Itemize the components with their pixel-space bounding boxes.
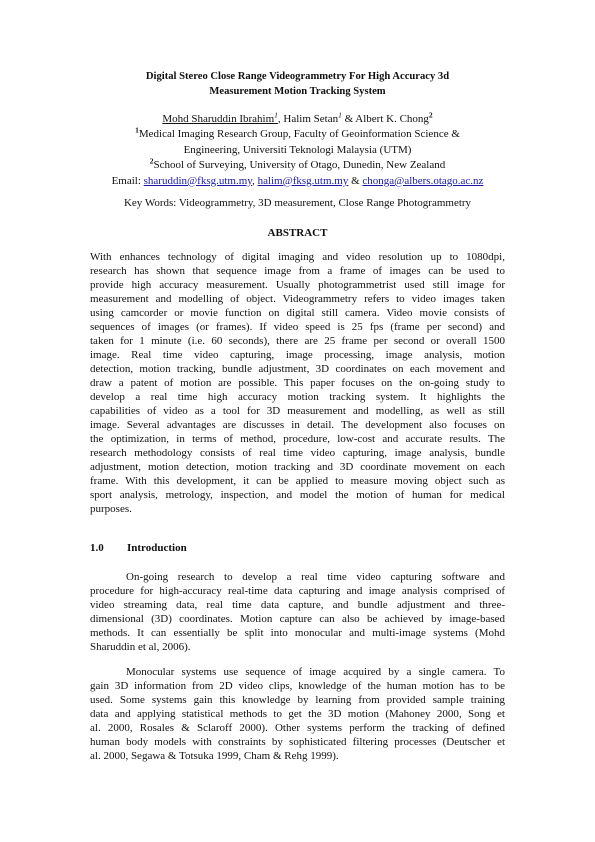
text-line: using camcorder or movie function on digital still camera. Video movie consists of bbox=[90, 307, 505, 319]
email-link-3[interactable]: chonga@albers.otago.ac.nz bbox=[362, 174, 484, 187]
text-line: used. Some systems gain this knowledge by learning from provided sample training bbox=[90, 694, 505, 706]
text-line: research methodology consists of real time video capturing, image analysis, bundle bbox=[90, 447, 505, 459]
text-line: procedure for high-accuracy real-time data capturing and image analysis comprised of bbox=[90, 585, 505, 597]
text-line: taken for 1 minute (i.e. 60 seconds), there are 25 frame per second or overall 1500 bbox=[90, 335, 505, 347]
text-line: human body models with constraints by sophisticated filtering processes (Deutscher et bbox=[90, 736, 505, 748]
text-line: measurement and modelling of object. Videogrammetry refers to video images taken bbox=[90, 293, 505, 305]
author-1 bbox=[162, 110, 278, 125]
affiliation-1-text: Medical Imaging Research Group, Faculty of Geoinformation Science & bbox=[138, 128, 460, 141]
email-link-2[interactable]: halim@fksg.utm.my bbox=[257, 174, 349, 187]
text-line: image. Several advantages are discusses in detail. The development also focuses on bbox=[90, 419, 505, 431]
text-line: develop a real time high accuracy motion tracking system. It highlights the bbox=[90, 391, 505, 403]
email-separator-1: , bbox=[252, 174, 258, 187]
text-line: the optimization, in terms of method, procedure, low-cost and accurate results. The bbox=[90, 433, 505, 445]
text-line: With enhances technology of digital imaging and video resolution up to 1080dpi, bbox=[90, 251, 505, 263]
paper-title bbox=[90, 69, 505, 99]
affiliation-1-sup: 1 bbox=[135, 125, 139, 135]
text-line: sport analysis, metrology, inspection, and model the motion of human for medical bbox=[90, 489, 505, 501]
text-line: purposes. bbox=[90, 503, 132, 515]
intro-paragraph-1 bbox=[90, 570, 505, 654]
affiliation-1-line-1 bbox=[70, 127, 525, 142]
text-line: adjustment, motion detection, motion tracking and 3D coordinate movement on each bbox=[90, 461, 505, 473]
author-2-sup: 1 bbox=[338, 110, 342, 120]
abstract-heading: ABSTRACT bbox=[267, 227, 328, 239]
text-line: dimensional (3D) coordinates. Motion capture can also be achieved by image-based bbox=[90, 613, 505, 625]
author-1-name: Mohd Sharuddin Ibrahim bbox=[162, 113, 275, 125]
intro-paragraph-2 bbox=[90, 665, 505, 763]
text-line: provide high accuracy measurement. Usually photogrammetrist used still image for bbox=[90, 279, 505, 291]
section-title: Introduction bbox=[127, 542, 187, 554]
email-label: Email: bbox=[111, 174, 144, 187]
text-line: al. 2000, Segawa & Totsuka 1999, Cham & Rehg 1999). bbox=[90, 750, 339, 762]
text-line: sequences of images (or frames). If video speed is 25 fps (frame per second) and bbox=[90, 321, 505, 333]
section-number: 1.0 bbox=[90, 542, 104, 554]
keywords: Key Words: Videogrammetry, 3D measurement, Close Range Photogrammetry bbox=[123, 197, 472, 209]
affiliation-1-line-2: Engineering, Universiti Teknologi Malaysia (UTM) bbox=[183, 143, 412, 156]
text-line: draw a patent of motion are possible. This paper focuses on the on-going study to bbox=[90, 377, 505, 389]
affiliation-2 bbox=[70, 158, 525, 173]
text-line: al. 2000, Rosales & Sclaroff 2000). Other systems perform the tracking of defined bbox=[90, 722, 505, 734]
email-separator-2: & bbox=[348, 174, 363, 187]
email-link-1[interactable]: sharuddin@fksg.utm.my bbox=[143, 174, 253, 187]
author-3-sup: 2 bbox=[428, 110, 433, 120]
abstract-body bbox=[90, 250, 505, 516]
author-1-sup: 1 bbox=[274, 110, 278, 120]
text-line: gain 3D information from 2D video clips, knowledge of the human motion has to be bbox=[90, 680, 505, 692]
text-line: methods. It can essentially be split into monocular and multi-image systems (Mohd bbox=[90, 627, 505, 639]
text-line: On-going research to develop a real time video capturing software and bbox=[126, 571, 505, 583]
author-separator-2: & bbox=[341, 113, 356, 125]
title-line-2: Measurement Motion Tracking System bbox=[209, 86, 386, 97]
section-heading bbox=[90, 542, 187, 554]
text-line: Sharuddin et al, 2006). bbox=[90, 641, 191, 653]
author-2-name: Halim Setan bbox=[283, 113, 339, 125]
title-line-1: Digital Stereo Close Range Videogrammetry For High Accuracy 3d bbox=[145, 71, 450, 82]
affiliation-2-text: School of Surveying, University of Otago, Dunedin, New Zealand bbox=[153, 159, 446, 172]
author-block bbox=[70, 112, 525, 189]
author-3-name: Albert K. Chong bbox=[355, 113, 429, 125]
text-line: image. Real time video capturing, image processing, image analysis, motion bbox=[90, 349, 505, 361]
text-line: Monocular systems use sequence of image acquired by a single camera. To bbox=[126, 666, 505, 678]
text-line: research has shown that sequence image from a frame of images can be used to bbox=[90, 265, 505, 277]
email-line bbox=[70, 174, 525, 189]
text-line: detection, motion tracking, bundle adjustment, 3D coordinates on each movement and bbox=[90, 363, 505, 375]
text-line: video streaming data, real time data capture, and bundle adjustment and three- bbox=[90, 599, 505, 611]
text-line: frame. With this development, it can be applied to measure moving object such as bbox=[90, 475, 505, 487]
text-line: data and applying statistical methods to get the 3D motion (Mahoney 2000, Song et bbox=[90, 708, 505, 720]
affiliation-2-sup: 2 bbox=[149, 156, 154, 166]
text-line: capabilities of video as a tool for 3D measurement and modelling, as well as still bbox=[90, 405, 505, 417]
author-separator-1: , bbox=[277, 113, 284, 125]
